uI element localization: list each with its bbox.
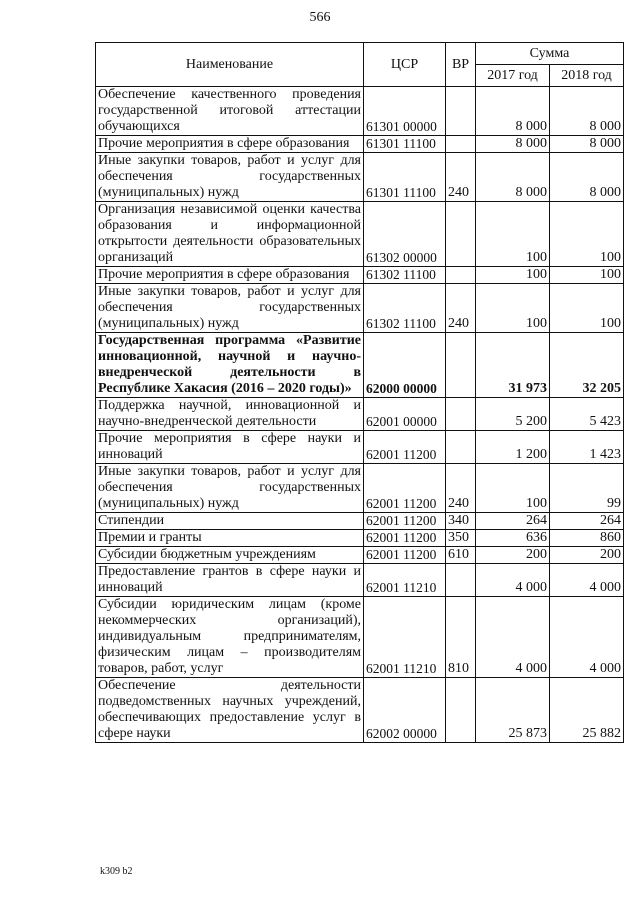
- row-csr: 62002 00000: [364, 678, 446, 743]
- footer-code: k309 b2: [100, 866, 133, 877]
- row-csr: 62001 11200: [364, 513, 446, 530]
- row-amount-2017: 1 200: [476, 431, 550, 464]
- row-csr: 61302 00000: [364, 202, 446, 267]
- table-header: [96, 43, 624, 87]
- row-vr: [446, 678, 476, 743]
- row-csr: 62001 11200: [364, 464, 446, 513]
- row-csr: 62001 11200: [364, 431, 446, 464]
- row-vr: 350: [446, 530, 476, 547]
- row-amount-2017: 100: [476, 284, 550, 333]
- row-amount-2018: 4 000: [550, 564, 624, 597]
- header-year-2017: 2017 год: [476, 65, 550, 87]
- row-amount-2018: 200: [550, 547, 624, 564]
- row-vr: 240: [446, 464, 476, 513]
- row-name: Субсидии бюджетным учреждениям: [96, 547, 364, 564]
- row-name: Прочие мероприятия в сфере образования: [96, 267, 364, 284]
- row-csr: 61301 11100: [364, 153, 446, 202]
- table-row: [96, 202, 624, 267]
- budget-table: [95, 42, 624, 743]
- row-amount-2018: 1 423: [550, 431, 624, 464]
- header-sum: Сумма: [476, 43, 624, 65]
- row-vr: [446, 136, 476, 153]
- row-amount-2018: 100: [550, 284, 624, 333]
- header-year-2018: 2018 год: [550, 65, 624, 87]
- row-amount-2017: 100: [476, 267, 550, 284]
- row-vr: [446, 431, 476, 464]
- row-csr: 62001 11200: [364, 547, 446, 564]
- row-amount-2018: 8 000: [550, 153, 624, 202]
- table-row: [96, 284, 624, 333]
- row-name: Премии и гранты: [96, 530, 364, 547]
- row-name: Обеспечение деятельности подведомственных научных учреждений, обеспечивающих предоставление услуг в сфере науки: [96, 678, 364, 743]
- row-vr: [446, 564, 476, 597]
- row-vr: 610: [446, 547, 476, 564]
- row-name: Стипендии: [96, 513, 364, 530]
- row-amount-2017: 4 000: [476, 597, 550, 678]
- row-name: Организация независимой оценки качества образования и информационной открытости деятельности образовательных организаций: [96, 202, 364, 267]
- table-row: [96, 564, 624, 597]
- table-body: [96, 87, 624, 743]
- table-row: [96, 153, 624, 202]
- row-csr: 62001 11210: [364, 597, 446, 678]
- row-csr: 61301 00000: [364, 87, 446, 136]
- row-amount-2018: 8 000: [550, 87, 624, 136]
- row-amount-2018: 25 882: [550, 678, 624, 743]
- row-name: Иные закупки товаров, работ и услуг для обеспечения государственных (муниципальных) нужд: [96, 284, 364, 333]
- row-amount-2018: 100: [550, 202, 624, 267]
- table-row: [96, 464, 624, 513]
- row-amount-2018: 5 423: [550, 398, 624, 431]
- row-name: Государственная программа «Развитие инновационной, научной и научно-внедренческой деятельности в Республике Хакасия (2016 – 2020 годы)»: [96, 333, 364, 398]
- row-name: Иные закупки товаров, работ и услуг для обеспечения государственных (муниципальных) нужд: [96, 464, 364, 513]
- row-csr: 61302 11100: [364, 284, 446, 333]
- header-csr: ЦСР: [364, 43, 446, 87]
- row-amount-2018: 264: [550, 513, 624, 530]
- row-amount-2017: 100: [476, 464, 550, 513]
- table-row: [96, 333, 624, 398]
- row-amount-2017: 8 000: [476, 153, 550, 202]
- row-vr: 810: [446, 597, 476, 678]
- header-vr: ВР: [446, 43, 476, 87]
- row-name: Иные закупки товаров, работ и услуг для обеспечения государственных (муниципальных) нужд: [96, 153, 364, 202]
- row-amount-2018: 8 000: [550, 136, 624, 153]
- header-name: Наименование: [96, 43, 364, 87]
- row-amount-2018: 100: [550, 267, 624, 284]
- row-csr: 62001 11210: [364, 564, 446, 597]
- table-row: [96, 597, 624, 678]
- table-row: [96, 267, 624, 284]
- row-name: Субсидии юридическим лицам (кроме некоммерческих организаций), индивидуальным предпринимателям, физическим лицам – производителям товаров, работ, услуг: [96, 597, 364, 678]
- table-row: [96, 398, 624, 431]
- row-amount-2018: 99: [550, 464, 624, 513]
- row-amount-2017: 200: [476, 547, 550, 564]
- row-vr: 340: [446, 513, 476, 530]
- row-amount-2018: 4 000: [550, 597, 624, 678]
- row-amount-2017: 5 200: [476, 398, 550, 431]
- row-amount-2017: 8 000: [476, 87, 550, 136]
- row-name: Предоставление грантов в сфере науки и инноваций: [96, 564, 364, 597]
- table-row: [96, 530, 624, 547]
- row-name: Поддержка научной, инновационной и научно-внедренческой деятельности: [96, 398, 364, 431]
- table-row: [96, 431, 624, 464]
- row-amount-2018: 860: [550, 530, 624, 547]
- row-vr: [446, 87, 476, 136]
- row-vr: [446, 398, 476, 431]
- row-csr: 62000 00000: [364, 333, 446, 398]
- row-amount-2017: 636: [476, 530, 550, 547]
- table-row: [96, 136, 624, 153]
- row-amount-2017: 31 973: [476, 333, 550, 398]
- row-vr: [446, 333, 476, 398]
- row-amount-2017: 25 873: [476, 678, 550, 743]
- row-amount-2017: 100: [476, 202, 550, 267]
- row-amount-2018: 32 205: [550, 333, 624, 398]
- row-vr: [446, 202, 476, 267]
- page-number: 566: [309, 10, 331, 25]
- row-amount-2017: 8 000: [476, 136, 550, 153]
- row-amount-2017: 264: [476, 513, 550, 530]
- row-csr: 62001 11200: [364, 530, 446, 547]
- row-amount-2017: 4 000: [476, 564, 550, 597]
- row-csr: 61301 11100: [364, 136, 446, 153]
- row-vr: [446, 267, 476, 284]
- row-csr: 61302 11100: [364, 267, 446, 284]
- table-row: [96, 513, 624, 530]
- row-vr: 240: [446, 153, 476, 202]
- table-row: [96, 87, 624, 136]
- row-name: Обеспечение качественного проведения государственной итоговой аттестации обучающихся: [96, 87, 364, 136]
- table-row: [96, 678, 624, 743]
- row-name: Прочие мероприятия в сфере образования: [96, 136, 364, 153]
- table-row: [96, 547, 624, 564]
- row-name: Прочие мероприятия в сфере науки и инноваций: [96, 431, 364, 464]
- row-vr: 240: [446, 284, 476, 333]
- row-csr: 62001 00000: [364, 398, 446, 431]
